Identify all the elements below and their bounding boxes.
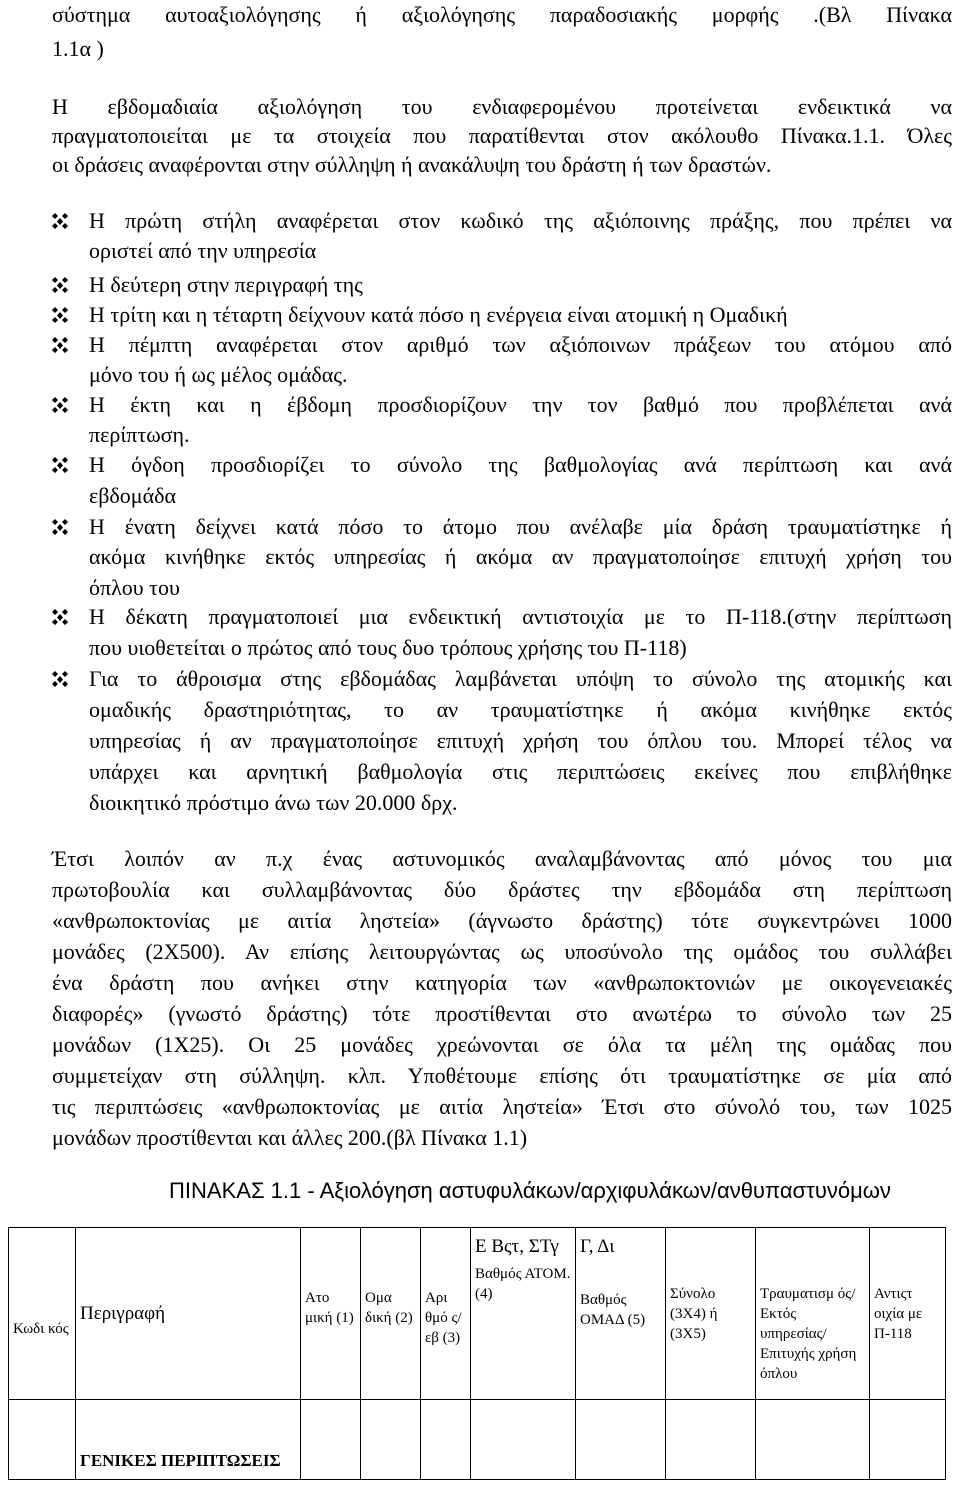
header-score-individual: Βαθμός ΑΤΟΜ. (4) [475, 1266, 571, 1302]
table-cell [421, 1400, 471, 1480]
example-line-3: «ανθρωποκτονίας με αιτία ληστεία» (άγνωστο δράστης) τότε συγκεντρώνει 1000 [52, 908, 952, 933]
example-line-2: πρωτοβουλία και συλλαμβάνοντας δύο δράστες την εβδομάδα στη περίπτωση [52, 877, 952, 902]
header-individual: Ατο μική (1) [301, 1228, 361, 1400]
example-line-10: μονάδων προστίθενται και άλλες 200.(βλ Πίνακα 1.1) [52, 1125, 528, 1150]
bullet-7-line-1: Η ένατη δείχνει κατά πόσο το άτομο που ανέλαβε μία δράση τραυματίστηκε ή [89, 514, 952, 539]
header-score-group-cell [576, 1228, 666, 1400]
weekly-line-3: οι δράσεις αναφέρονται στην σύλληψη ή ανακάλυψη του δράστη ή των δραστών. [52, 152, 772, 177]
bullet-9-line-3: υπηρεσίας ή αν πραγματοποίησε επιτυχή χρήση του όπλου του. Μπορεί τέλος να [89, 728, 952, 753]
diamond-bullet-icon [50, 336, 70, 356]
diamond-bullet-icon [50, 518, 70, 538]
weekly-line-1: Η εβδομαδιαία αξιολόγηση του ενδιαφερομένου προτείνεται ενδεικτικά να [52, 94, 952, 119]
example-line-7: μονάδων (1Χ25). Οι 25 μονάδες χρεώνονται σε όλα τα μέλη της ομάδας που [52, 1032, 952, 1057]
table-cell [361, 1400, 421, 1480]
bullet-6-line-2: εβδομάδα [89, 483, 177, 508]
header-code: Κωδι κός [9, 1228, 76, 1400]
bullet-7-line-3: όπλου του [89, 575, 180, 600]
table-cell [471, 1400, 576, 1480]
bullet-5-line-1: Η έκτη και η έβδομη προσδιορίζουν την τον βαθμό που προβλέπεται ανά [89, 392, 952, 417]
header-p118: Αντιςτ οιχία με Π-118 [870, 1228, 946, 1400]
bullet-2-line-1: Η δεύτερη στην περιγραφή της [89, 272, 363, 297]
bullet-7-line-2: ακόμα κινήθηκε εκτός υπηρεσίας ή ακόμα αν πραγματοποίησε επιτυχή χρήση του [89, 544, 952, 569]
diamond-bullet-icon [50, 456, 70, 476]
table-row [9, 1400, 946, 1480]
table-cell [576, 1400, 666, 1480]
diamond-bullet-icon [50, 276, 70, 296]
header-count: Αρι θμό ς/εβ (3) [421, 1228, 471, 1400]
row-general-cases: ΓΕΝΙΚΕΣ ΠΕΡΙΠΤΩΣΕΙΣ [76, 1400, 301, 1480]
table-cell [756, 1400, 870, 1480]
example-line-5: ένα δράστη που ανήκει στην κατηγορία των «ανθρωποκτονιών με οικογενειακές [52, 970, 952, 995]
table-cell [9, 1400, 76, 1480]
example-line-9: τις περιπτώσεις «ανθρωποκτονίας με αιτία ληστεία» Έτσι στο σύνολό του, των 1025 [52, 1094, 952, 1119]
header-description: Περιγραφή [76, 1228, 301, 1400]
header-group-b: Γ, Δι [580, 1236, 615, 1257]
bullet-3-line-1: Η τρίτη και η τέταρτη δείχνουν κατά πόσο η ενέργεια είναι ατομική η Ομαδική [89, 302, 788, 327]
diamond-bullet-icon [50, 608, 70, 628]
bullet-9-line-5: διοικητικό πρόστιμο άνω των 20.000 δρχ. [89, 790, 458, 815]
table-cell [870, 1400, 946, 1480]
example-line-6: διαφορές» (γνωστό δράστης) τότε προστίθενται στο ανωτέρω το σύνολο των 25 [52, 1001, 952, 1026]
table-cell [666, 1400, 756, 1480]
bullet-8-line-1: Η δέκατη πραγματοποιεί μια ενδεικτική αντιστοιχία με το Π-118.(στην περίπτωση [89, 604, 952, 629]
header-injury: Τραυματισμ ός/ Εκτός υπηρεσίας/ Επιτυχής χρήση όπλου [756, 1228, 870, 1400]
table-header-row [9, 1228, 946, 1400]
bullet-1-line-2: οριστεί από την υπηρεσία [89, 238, 317, 263]
intro-line-1: σύστημα αυτοαξιολόγησης ή αξιολόγησης παραδοσιακής μορφής .(Βλ Πίνακα [52, 2, 952, 27]
diamond-bullet-icon [50, 396, 70, 416]
bullet-9-line-2: ομαδικής δραστηριότητας, το αν τραυματίστηκε ή ακόμα κινήθηκε εκτός [89, 697, 952, 722]
bullet-8-line-2: που υιοθετείται ο πρώτος από τους δυο τρόπους χρήσης του Π-118) [89, 635, 687, 660]
header-group: Ομα δική (2) [361, 1228, 421, 1400]
weekly-line-2: πραγματοποιείται με τα στοιχεία που παρατίθενται στον ακόλουθο Πίνακα.1.1. Όλες [52, 123, 952, 148]
example-line-1: Έτσι λοιπόν αν π.χ ένας αστυνομικός αναλαμβάνοντας από μόνος του μια [52, 846, 952, 871]
example-line-4: μονάδες (2Χ500). Αν επίσης λειτουργώντας ως υποσύνολο της ομάδος του συλλάβει [52, 939, 952, 964]
header-score-group: Βαθμός ΟΜΑΔ (5) [580, 1292, 646, 1328]
evaluation-table [8, 1227, 946, 1480]
example-line-8: συμμετείχαν στη σύλληψη. κλπ. Υποθέτουμε επίσης ότι τραυματίστηκε σε μία από [52, 1063, 952, 1088]
diamond-bullet-icon [50, 670, 70, 690]
intro-line-2: 1.1α ) [52, 36, 104, 61]
header-group-a: Ε Βςτ, ΣΤγ [475, 1236, 559, 1257]
bullet-9-line-1: Για το άθροισμα στης εβδομάδας λαμβάνεται υπόψη το σύνολο της ατομικής και [89, 666, 952, 691]
bullet-5-line-2: περίπτωση. [89, 422, 190, 447]
bullet-6-line-1: Η όγδοη προσδιορίζει το σύνολο της βαθμολογίας ανά περίπτωση και ανά [89, 452, 952, 477]
table-title: ΠΙΝΑΚΑΣ 1.1 - Αξιολόγηση αστυφυλάκων/αρχιφυλάκων/ανθυπαστυνόμων [169, 1178, 891, 1203]
table-cell [301, 1400, 361, 1480]
bullet-4-line-1: Η πέμπτη αναφέρεται στον αριθμό των αξιόποινων πράξεων του ατόμου από [89, 332, 952, 357]
diamond-bullet-icon [50, 212, 70, 232]
diamond-bullet-icon [50, 306, 70, 326]
bullet-9-line-4: υπάρχει και αρνητική βαθμολογία στις περιπτώσεις εκείνες που επιβλήθηκε [89, 759, 952, 784]
header-total: Σύνολο (3Χ4) ή (3Χ5) [666, 1228, 756, 1400]
header-score-individual-cell [471, 1228, 576, 1400]
bullet-4-line-2: μόνο του ή ως μέλος ομάδας. [89, 362, 348, 387]
bullet-1-line-1: Η πρώτη στήλη αναφέρεται στον κωδικό της αξιόποινης πράξης, που πρέπει να [89, 208, 952, 233]
